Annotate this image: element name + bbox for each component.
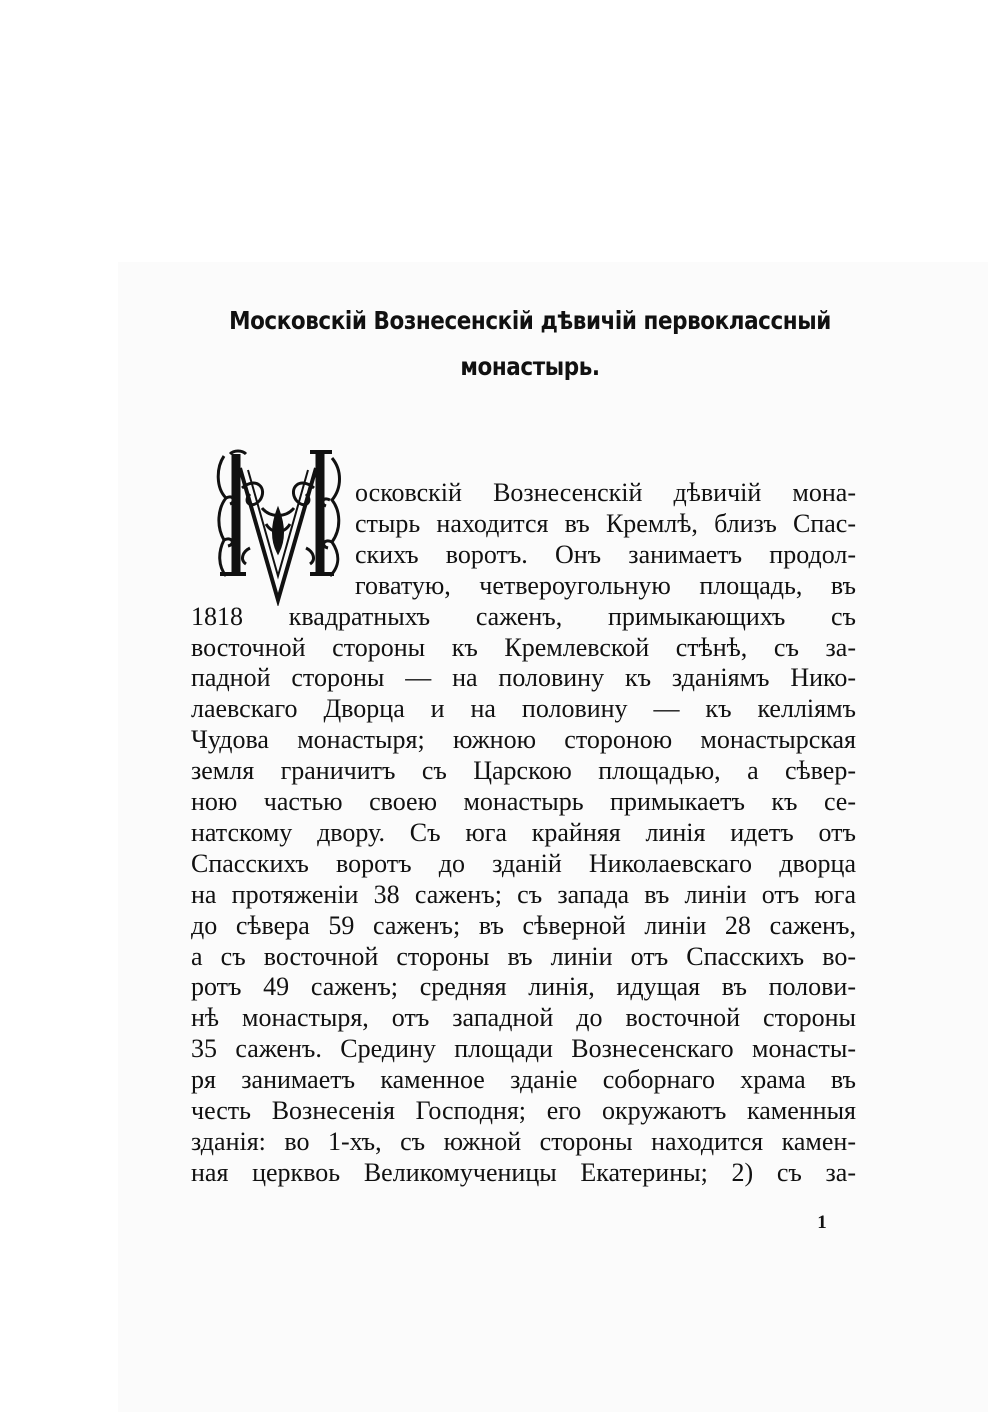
body-line: на протяженіи 38 саженъ; съ запада въ линіи отъ юга [191, 879, 856, 909]
ornamental-dropcap-m [206, 448, 352, 606]
body-line: говатую, четвероугольную площадь, въ [355, 570, 856, 600]
body-line: 1818 квадратныхъ саженъ, примыкающихъ съ [191, 601, 856, 631]
body-line: ною частью своею монастырь примыкаетъ къ се- [191, 787, 856, 816]
body-line: натскому двору. Съ юга крайняя линія идетъ отъ [191, 817, 856, 847]
body-line: до сѣвера 59 саженъ; въ сѣверной линіи 28 саженъ, [191, 910, 856, 940]
body-line: восточной стороны къ Кремлевской стѣнѣ, съ за- [191, 632, 856, 662]
body-line: скихъ воротъ. Онъ занимаетъ продол- [355, 539, 856, 569]
body-line: Чудова монастыря; южною стороною монастырская [191, 725, 856, 755]
body-line: нѣ монастыря, отъ западной до восточной стороны [191, 1003, 856, 1033]
body-line: ря занимаетъ каменное зданіе соборнаго храма въ [191, 1065, 856, 1095]
title-line-1: Московскій Вознесенскій дѣвичій первоклассный [229, 306, 831, 335]
body-line: земля граничитъ съ Царскою площадью, а сѣвер- [191, 756, 856, 786]
body-line: стырь находится въ Кремлѣ, близъ Спас- [355, 508, 856, 538]
body-line: честь Вознесенія Господня; его окружаютъ каменныя [191, 1096, 856, 1125]
body-line: лаевскаго Дворца и на половину — къ келліямъ [191, 694, 856, 724]
page-number: 1 [817, 1212, 827, 1233]
body-line: зданія: во 1-хъ, съ южной стороны находится камен- [191, 1126, 856, 1156]
body-line: а съ восточной стороны въ линіи отъ Спасскихъ во- [191, 941, 856, 971]
body-line: осковскій Вознесенскій дѣвичій мона- [355, 478, 856, 507]
page-title [229, 298, 831, 390]
title-line-2: монастырь. [460, 352, 600, 381]
body-line: 35 саженъ. Средину площади Вознесенскаго монасты- [191, 1034, 856, 1064]
body-line: ная церквоь Великомученицы Екатерины; 2) съ за- [191, 1157, 856, 1187]
body-line: падной стороны — на половину къ зданіямъ Нико- [191, 663, 856, 693]
body-line: Спасскихъ воротъ до зданій Николаевскаго дворца [191, 848, 856, 878]
body-line: ротъ 49 саженъ; средняя линія, идущая въ полови- [191, 972, 856, 1002]
